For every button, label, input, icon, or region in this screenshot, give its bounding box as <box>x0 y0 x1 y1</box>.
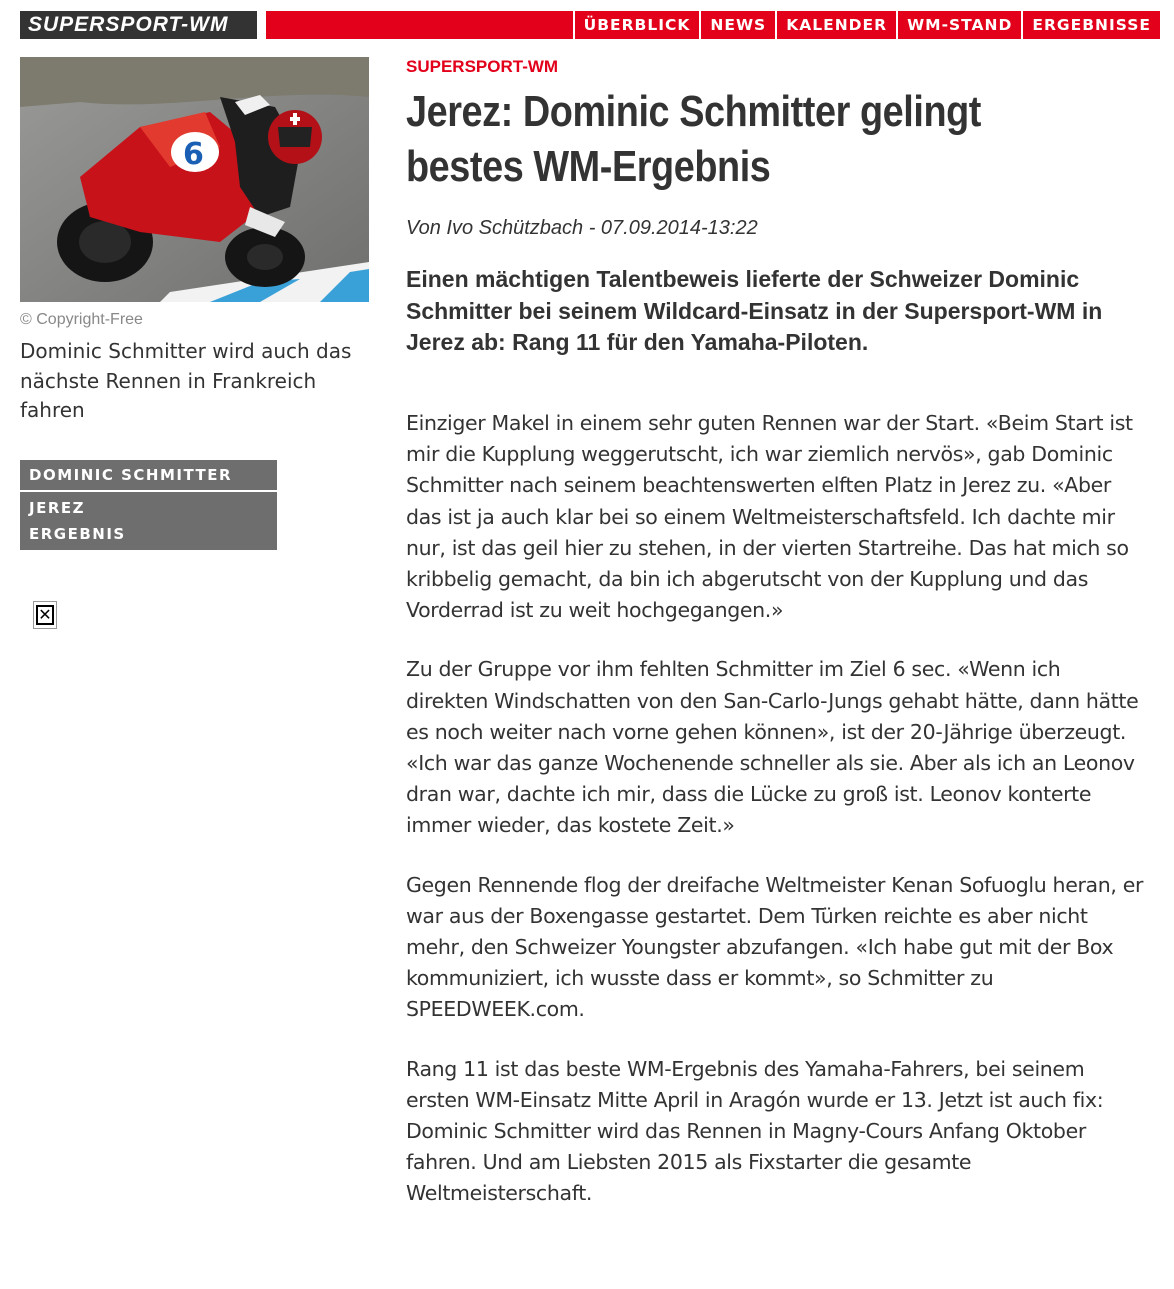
article-body <box>406 408 1146 1238</box>
nav-wm-stand[interactable]: WM-STAND <box>896 11 1021 39</box>
broken-image-icon <box>33 601 57 629</box>
svg-text:6: 6 <box>183 137 204 172</box>
article-paragraph-1: Einziger Makel in einem sehr guten Rennen war der Start. «Beim Start ist mir die Kupplung weggerutscht, ich war ziemlich nervös», gab Dominic Schmitter nach seinem beachtenswerten elften Platz in Jerez zu. «Aber das ist ja auch klar bei so einem Weltmeisterschaftsfeld. Ich dachte mir nur, ist das geil hier zu stehen, in der vierten Startreihe. Das hat mich so kribbelig gemacht, da bin ich abgerutscht von der Kupplung und das Vorderrad ist zu weit hochgegangen.» <box>406 411 1133 623</box>
article-photo[interactable] <box>20 57 369 302</box>
article-paragraph-3: Gegen Rennende flog der dreifache Weltmeister Kenan Sofuoglu heran, er war aus der Boxengasse gestartet. Dem Türken reichte es aber nicht mehr, den Schweizer Youngster abzufangen. «Ich habe gut mit der Box kommuniziert, ich wusste dass er kommt», so Schmitter zu SPEEDWEEK.com. <box>406 872 1144 1022</box>
article-kicker[interactable]: SUPERSPORT-WM <box>406 57 559 76</box>
tag-dominic-schmitter[interactable]: DOMINIC SCHMITTER <box>20 460 277 492</box>
photo-caption: Dominic Schmitter wird auch das nächste Rennen in Frankreich fahren <box>20 339 352 422</box>
tag-jerez[interactable]: JEREZ <box>20 492 277 521</box>
broken-image-glyph: ✕ <box>36 605 54 625</box>
section-label[interactable]: SUPERSPORT-WM <box>20 11 257 39</box>
tag-list <box>20 460 277 550</box>
tag-ergebnis[interactable]: ERGEBNIS <box>20 521 277 550</box>
article-paragraph-4: Rang 11 ist das beste WM-Ergebnis des Yamaha-Fahrers, bei seinem ersten WM-Einsatz Mitte April in Aragón wurde er 13. Jetzt ist auch fix: Dominic Schmitter wird das Rennen in Magny-Cours Anfang Oktober fahren. Und am Liebsten 2015 als Fixstarter die gesamte Weltmeisterschaft. <box>406 1056 1104 1206</box>
article-lead: Einen mächtigen Talentbeweis lieferte der Schweizer Dominic Schmitter bei seinem Wildcard-Einsatz in der Supersport-WM in Jerez ab: Rang 11 für den Yamaha-Piloten. <box>406 266 1103 355</box>
top-nav-bar <box>266 11 1160 39</box>
photo-copyright: © Copyright-Free <box>20 311 143 328</box>
main-nav <box>573 11 1160 39</box>
nav-kalender[interactable]: KALENDER <box>775 11 896 39</box>
article-paragraph-2: Zu der Gruppe vor ihm fehlten Schmitter im Ziel 6 sec. «Wenn ich direkten Windschatten von den San-Carlo-Jungs gehabt hätte, dann hätte es noch weiter nach vorne gehen können», ist der 20-Jährige überzeugt. «Ich war das ganze Wochenende schneller als sie. Aber als ich an Leonov dran war, dachte ich mir, dass die Lücke zu groß ist. Leonov konterte immer wieder, das kostete Zeit.» <box>406 657 1139 838</box>
article-byline: Von Ivo Schützbach - 07.09.2014-13:22 <box>406 217 758 239</box>
article-title: Jerez: Dominic Schmitter gelingt bestes WM-Ergebnis <box>406 87 981 191</box>
nav-news[interactable]: NEWS <box>699 11 775 39</box>
nav-ueberblick[interactable]: ÜBERBLICK <box>573 11 700 39</box>
nav-ergebnisse[interactable]: ERGEBNISSE <box>1021 11 1160 39</box>
